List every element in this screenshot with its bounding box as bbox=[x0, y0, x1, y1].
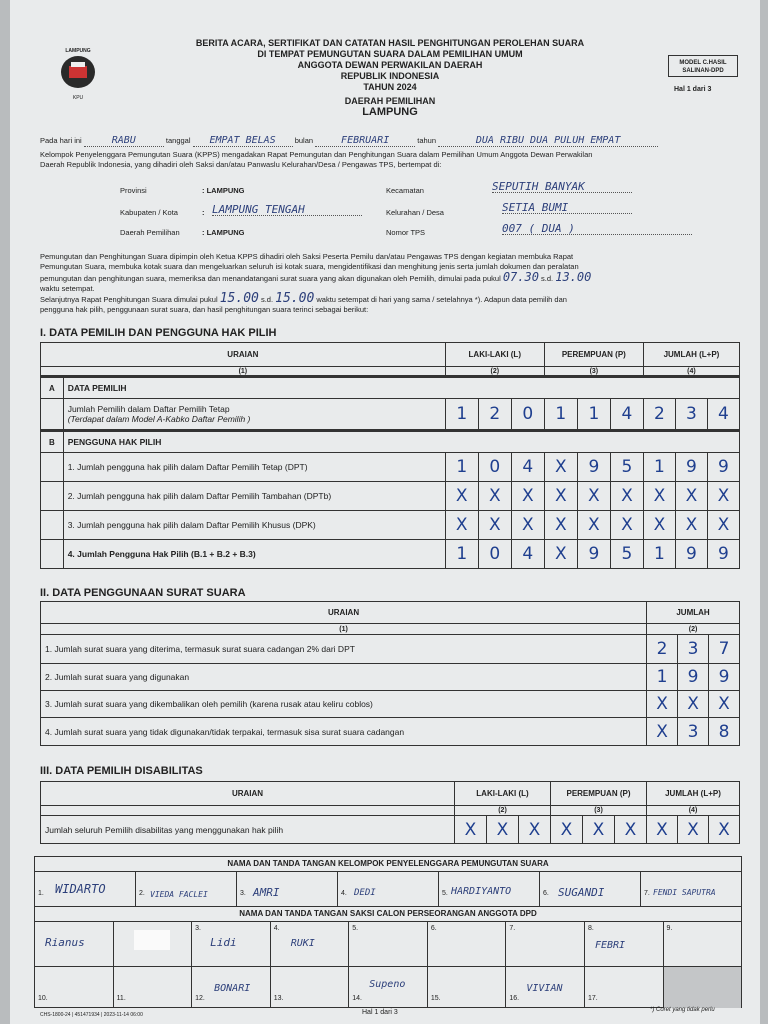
document-header bbox=[180, 38, 600, 118]
section-1-title: I. DATA PEMILIH DAN PENGGUNA HAK PILIH bbox=[40, 327, 277, 339]
saksi-name: BONARI bbox=[214, 983, 251, 994]
s1-b1-row bbox=[41, 453, 740, 482]
kabkota-prefix: : bbox=[202, 208, 205, 217]
s1-a1-cell: 0 bbox=[511, 399, 544, 431]
s1-a1-line2: (Terdapat dalam Model A-Kabko Daftar Pemilih ) bbox=[67, 414, 251, 424]
para-line-5 bbox=[40, 291, 752, 306]
s1-b2-label: 2. Jumlah pengguna hak pilih dalam Daftar Pemilih Tambahan (DPTb) bbox=[63, 482, 445, 511]
section-3-table bbox=[40, 781, 740, 844]
s2-row-1-label: 1. Jumlah surat suara yang diterima, termasuk surat suara cadangan 2% dari DPT bbox=[41, 635, 647, 664]
dapil-value: : LAMPUNG bbox=[202, 228, 245, 237]
daerah-value: LAMPUNG bbox=[362, 106, 418, 118]
s1-b1-cell: X bbox=[544, 453, 577, 482]
header-line-2: DI TEMPAT PEMUNGUTAN SUARA DALAM PEMILIHAN UMUM bbox=[257, 49, 523, 59]
header-line-4: REPUBLIK INDONESIA bbox=[340, 71, 440, 81]
s2-row-3-cell: X bbox=[678, 691, 709, 718]
footer-left: CHS-1800-24 | 451471934 | 2023-11-14 06:00 bbox=[40, 1012, 143, 1018]
s1-b3-cell: X bbox=[577, 511, 610, 540]
kpps-member-name: WIDARTO bbox=[55, 882, 106, 896]
s1-b3-cell: X bbox=[511, 511, 544, 540]
s1-b3-cell: X bbox=[478, 511, 511, 540]
kpu-logo bbox=[56, 48, 100, 100]
s3-row bbox=[41, 816, 740, 844]
s1-b2-cell: X bbox=[675, 482, 707, 511]
saksi-cell bbox=[506, 922, 585, 966]
logo-bottom-text: KPU bbox=[72, 95, 84, 101]
s3-cell: X bbox=[455, 816, 487, 844]
kpps-member bbox=[136, 872, 237, 906]
saksi-cell bbox=[428, 922, 507, 966]
s1-header-p: PEREMPUAN (P) bbox=[544, 343, 643, 367]
saksi-no: 6. bbox=[430, 925, 437, 932]
s1-b3-label: 3. Jumlah pengguna hak pilih dalam Daftar Pemilih Khusus (DPK) bbox=[63, 511, 445, 540]
saksi-cell bbox=[506, 967, 585, 1008]
kpps-member-no: 4. bbox=[341, 890, 347, 897]
kpps-row bbox=[35, 872, 741, 907]
saksi-title: NAMA DAN TANDA TANGAN SAKSI CALON PERSEORANGAN ANGGOTA DPD bbox=[35, 907, 741, 922]
s1-b3-cell: X bbox=[610, 511, 643, 540]
kpps-member bbox=[338, 872, 439, 906]
s2-header-uraian: URAIAN bbox=[41, 602, 647, 624]
saksi-row-2 bbox=[35, 967, 741, 1008]
s1-b1-cell: 5 bbox=[610, 453, 643, 482]
s1-b2-cell: X bbox=[707, 482, 739, 511]
s3-num-3: (3) bbox=[551, 806, 647, 816]
keldesa-label: Kelurahan / Desa bbox=[386, 208, 444, 217]
saksi-no: 7. bbox=[509, 925, 516, 932]
s1-b2-cell: X bbox=[577, 482, 610, 511]
saksi-cell bbox=[428, 967, 507, 1008]
s1-b4-cell: 1 bbox=[445, 540, 478, 569]
hari-value: RABU bbox=[84, 136, 164, 147]
kpps-member bbox=[641, 872, 741, 906]
s1-num-3: (3) bbox=[544, 367, 643, 377]
saksi-name: VIVIAN bbox=[526, 983, 563, 994]
s1-b3-row bbox=[41, 511, 740, 540]
s1-a1-row bbox=[41, 399, 740, 431]
s2-row-1 bbox=[41, 635, 740, 664]
logo-top-text: LAMPUNG bbox=[65, 48, 91, 54]
s2-num-2: (2) bbox=[647, 624, 740, 635]
s2-row-4-cell: 3 bbox=[678, 718, 709, 746]
s1-b1-cell: 4 bbox=[511, 453, 544, 482]
saksi-cell bbox=[35, 967, 114, 1008]
intro-text bbox=[40, 150, 752, 170]
s1-b3-cell: X bbox=[445, 511, 478, 540]
s1-b4-cell: 9 bbox=[577, 540, 610, 569]
model-badge bbox=[668, 55, 738, 77]
s3-header-uraian: URAIAN bbox=[41, 782, 455, 806]
hitung-mulai: 15.00 bbox=[219, 291, 259, 306]
tanggal-label: tanggal bbox=[165, 136, 191, 145]
kpps-member-name: SUGANDI bbox=[558, 886, 605, 899]
saksi-cell bbox=[271, 967, 350, 1008]
s1-b2-row bbox=[41, 482, 740, 511]
saksi-no: 13. bbox=[273, 995, 284, 1002]
kpps-member-no: 3. bbox=[240, 890, 246, 897]
s1-header-uraian: URAIAN bbox=[41, 343, 446, 367]
s1-b1-cell: 9 bbox=[675, 453, 707, 482]
saksi-no: 4. bbox=[273, 925, 280, 932]
signature-block bbox=[34, 856, 742, 1008]
kpps-member-no: 6. bbox=[543, 890, 549, 897]
kecamatan-value: SEPUTIH BANYAK bbox=[492, 182, 632, 193]
saksi-no: 15. bbox=[430, 995, 441, 1002]
tahun-label: tahun bbox=[417, 136, 437, 145]
footer-center: Hal 1 dari 3 bbox=[362, 1009, 398, 1016]
s1-a1-cell: 2 bbox=[478, 399, 511, 431]
saksi-name: Lidi bbox=[210, 936, 237, 949]
s1-a1-label bbox=[63, 399, 445, 431]
para-line-3-text: pemungutan dan penghitungan suara, memeriksa dan menandatangani surat suara yang akan digunakan oleh Pemilih, dimulai pada pukul bbox=[40, 274, 501, 283]
kpps-member-name: AMRI bbox=[253, 886, 280, 899]
s1-header-l: LAKI-LAKI (L) bbox=[445, 343, 544, 367]
kpps-member-no: 7. bbox=[644, 890, 650, 897]
s1-b3-cell: X bbox=[675, 511, 707, 540]
kpps-member-name: DEDI bbox=[354, 888, 376, 898]
saksi-name: Supeno bbox=[369, 979, 406, 990]
s1-b3-cell: X bbox=[544, 511, 577, 540]
tahun-value: DUA RIBU DUA PULUH EMPAT bbox=[438, 136, 658, 147]
s1-b4-cell: 9 bbox=[675, 540, 707, 569]
s2-row-4-cell: X bbox=[647, 718, 678, 746]
jam-mulai: 07.30 bbox=[502, 270, 539, 284]
provinsi-label: Provinsi bbox=[120, 186, 147, 195]
s2-row-4 bbox=[41, 718, 740, 746]
s1-a-letter: A bbox=[41, 377, 64, 399]
kpu-emblem-icon bbox=[56, 54, 100, 90]
kpps-member-no: 5. bbox=[442, 890, 448, 897]
saksi-no: 9. bbox=[666, 925, 673, 932]
sd-label-1: s.d. bbox=[541, 274, 554, 283]
s1-a1-line1: Jumlah Pemilih dalam Daftar Pemilih Tetap bbox=[67, 404, 230, 414]
s1-a1-cell: 3 bbox=[675, 399, 707, 431]
section-1-table bbox=[40, 342, 740, 569]
kpps-member-name: FENDI SAPUTRA bbox=[653, 888, 716, 897]
s1-b-letter: B bbox=[41, 431, 64, 453]
saksi-row-1 bbox=[35, 922, 741, 967]
s1-b1-cell: 9 bbox=[577, 453, 610, 482]
para-line-2: Pemungutan Suara, membuka kotak suara dan mengeluarkan seluruh isi kotak suara, mengidentifikasi dan menghitung jenis serta jumlah dokumen dan peralatan bbox=[40, 262, 579, 271]
para-line-4: waktu setempat. bbox=[40, 284, 95, 293]
s1-a1-cell: 4 bbox=[610, 399, 643, 431]
s3-header-p: PEREMPUAN (P) bbox=[551, 782, 647, 806]
s2-row-2-label: 2. Jumlah surat suara yang digunakan bbox=[41, 664, 647, 691]
s1-a1-cell: 1 bbox=[544, 399, 577, 431]
para-line-6: pengguna hak pilih, penggunaan surat suara, dan hasil penghitungan suara terinci sebagai berikut: bbox=[40, 305, 369, 314]
kpps-member-name: VIEDA FACLEI bbox=[150, 890, 208, 899]
saksi-no: 5. bbox=[352, 925, 359, 932]
s1-b4-cell: 4 bbox=[511, 540, 544, 569]
saksi-no: 3. bbox=[195, 925, 201, 932]
saksi-no: 17. bbox=[587, 995, 598, 1002]
s1-b2-cell: X bbox=[610, 482, 643, 511]
s1-b1-label: 1. Jumlah pengguna hak pilih dalam Daftar Pemilih Tetap (DPT) bbox=[63, 453, 445, 482]
section-2-title: II. DATA PENGGUNAAN SURAT SUARA bbox=[40, 587, 246, 599]
s1-b2-cell: X bbox=[445, 482, 478, 511]
s2-num-1: (1) bbox=[41, 624, 647, 635]
s1-b3-cell: X bbox=[643, 511, 675, 540]
s3-cell: X bbox=[709, 816, 740, 844]
kpps-member bbox=[35, 872, 136, 906]
s2-header-j: JUMLAH bbox=[647, 602, 740, 624]
saksi-no: 14. bbox=[352, 995, 362, 1002]
saksi-no: 11. bbox=[116, 995, 126, 1002]
location-block bbox=[120, 180, 740, 242]
s1-b2-cell: X bbox=[478, 482, 511, 511]
s1-num-4: (4) bbox=[643, 367, 739, 377]
s1-a1-cell: 4 bbox=[707, 399, 739, 431]
s2-row-3 bbox=[41, 691, 740, 718]
kabkota-label: Kabupaten / Kota bbox=[120, 208, 178, 217]
s1-b2-cell: X bbox=[544, 482, 577, 511]
saksi-cell bbox=[349, 967, 428, 1008]
header-line-1: BERITA ACARA, SERTIFIKAT DAN CATATAN HASIL PENGHITUNGAN PEROLEHAN SUARA bbox=[195, 38, 585, 48]
header-line-3: ANGGOTA DEWAN PERWAKILAN DAERAH bbox=[297, 60, 483, 70]
section-2-table bbox=[40, 601, 740, 746]
header-line-5: TAHUN 2024 bbox=[363, 82, 417, 92]
kpps-member bbox=[540, 872, 641, 906]
intro-line bbox=[40, 136, 750, 147]
s3-cell: X bbox=[583, 816, 615, 844]
kpps-member-no: 2. bbox=[139, 890, 145, 897]
sd-label-2: s.d. bbox=[260, 295, 274, 304]
provinsi-value: : LAMPUNG bbox=[202, 186, 245, 195]
s1-b-title: PENGGUNA HAK PILIH bbox=[63, 431, 739, 453]
kabkota-value: LAMPUNG TENGAH bbox=[212, 205, 362, 216]
saksi-no: 12. bbox=[195, 995, 205, 1002]
saksi-cell bbox=[192, 967, 271, 1008]
s2-row-2-cell: 9 bbox=[709, 664, 740, 691]
kpps-member bbox=[237, 872, 338, 906]
s2-row-4-cell: 8 bbox=[709, 718, 740, 746]
saksi-cell bbox=[585, 967, 664, 1008]
s1-a1-cell: 1 bbox=[445, 399, 478, 431]
s1-b4-cell: X bbox=[544, 540, 577, 569]
para-line-1: Pemungutan dan Penghitungan Suara dipimpin oleh Ketua KPPS dihadiri oleh Saksi Peserta Pemilu dan/atau Pengawas TPS dengan kegiatan membuka Rapat bbox=[40, 252, 574, 261]
saksi-name: RUKI bbox=[290, 938, 315, 949]
saksi-name: Rianus bbox=[45, 936, 85, 949]
s1-num-2: (2) bbox=[445, 367, 544, 377]
s3-row-label: Jumlah seluruh Pemilih disabilitas yang menggunakan hak pilih bbox=[41, 816, 455, 844]
s3-cell: X bbox=[519, 816, 551, 844]
s3-header-j: JUMLAH (L+P) bbox=[647, 782, 740, 806]
saksi-cell bbox=[271, 922, 350, 966]
redacted-area bbox=[134, 930, 170, 950]
intro-text-2: Daerah Republik Indonesia, yang dihadiri oleh Saksi dan/atau Panwaslu Kelurahan/Desa / Pengawas TPS, bertempat di: bbox=[40, 160, 442, 169]
tps-value: 007 ( DUA ) bbox=[502, 224, 692, 235]
saksi-cell bbox=[192, 922, 271, 966]
s2-row-2-cell: 9 bbox=[678, 664, 709, 691]
procedure-paragraph bbox=[40, 252, 752, 315]
s1-b2-cell: X bbox=[511, 482, 544, 511]
s1-b2-cell: X bbox=[643, 482, 675, 511]
s2-row-3-label: 3. Jumlah surat suara yang dikembalikan oleh pemilih (karena rusak atau keliru coblos) bbox=[41, 691, 647, 718]
s1-b4-cell: 5 bbox=[610, 540, 643, 569]
s2-row-4-label: 4. Jumlah surat suara yang tidak digunakan/tidak terpakai, termasuk sisa surat suara cadangan bbox=[41, 718, 647, 746]
s2-row-3-cell: X bbox=[647, 691, 678, 718]
model-line-2: SALINAN-DPD bbox=[682, 68, 724, 74]
s3-cell: X bbox=[615, 816, 647, 844]
s1-header-j: JUMLAH (L+P) bbox=[643, 343, 739, 367]
para-line-5b: waktu setempat di hari yang sama / setelahnya *). Adapun data pemilih dan bbox=[316, 295, 567, 304]
s1-b4-cell: 9 bbox=[707, 540, 739, 569]
s1-b1-cell: 0 bbox=[478, 453, 511, 482]
s2-row-1-cell: 2 bbox=[647, 635, 678, 664]
bulan-value: FEBRUARI bbox=[315, 136, 415, 147]
s1-b4-cell: 1 bbox=[643, 540, 675, 569]
daerah-label: DAERAH PEMILIHAN bbox=[344, 96, 436, 106]
pada-hari-label: Pada hari ini bbox=[40, 136, 82, 145]
section-3-title: III. DATA PEMILIH DISABILITAS bbox=[40, 765, 203, 777]
document-page bbox=[10, 0, 760, 1024]
bulan-label: bulan bbox=[294, 136, 314, 145]
tps-label: Nomor TPS bbox=[386, 228, 426, 237]
s3-cell: X bbox=[551, 816, 583, 844]
s3-cell: X bbox=[678, 816, 709, 844]
s1-b4-row bbox=[41, 540, 740, 569]
saksi-no: 16. bbox=[509, 995, 520, 1002]
s3-num-2: (2) bbox=[455, 806, 551, 816]
s3-header-l: LAKI-LAKI (L) bbox=[455, 782, 551, 806]
s3-cell: X bbox=[487, 816, 519, 844]
footer-right: *) Coret yang tidak perlu bbox=[650, 1007, 715, 1013]
keldesa-value: SETIA BUMI bbox=[502, 203, 632, 214]
s2-row-3-cell: X bbox=[709, 691, 740, 718]
saksi-no: 8. bbox=[587, 925, 594, 932]
kpps-title: NAMA DAN TANDA TANGAN KELOMPOK PENYELENGGARA PEMUNGUTAN SUARA bbox=[35, 857, 741, 872]
saksi-cell bbox=[35, 922, 114, 966]
shaded-cell bbox=[664, 967, 742, 1008]
kpps-member bbox=[439, 872, 540, 906]
kecamatan-label: Kecamatan bbox=[386, 186, 424, 195]
s2-row-1-cell: 3 bbox=[678, 635, 709, 664]
saksi-name: FEBRI bbox=[594, 940, 626, 951]
s1-b1-cell: 1 bbox=[643, 453, 675, 482]
kpps-member-no: 1. bbox=[38, 890, 44, 897]
saksi-cell bbox=[349, 922, 428, 966]
s1-a1-cell: 2 bbox=[643, 399, 675, 431]
s1-num-1: (1) bbox=[41, 367, 446, 377]
hitung-selesai: 15.00 bbox=[275, 291, 315, 306]
dapil-label: Daerah Pemilihan bbox=[120, 228, 180, 237]
s1-b1-cell: 1 bbox=[445, 453, 478, 482]
jam-selesai: 13.00 bbox=[555, 270, 592, 284]
saksi-cell bbox=[114, 922, 193, 966]
s1-b4-label: 4. Jumlah Pengguna Hak Pilih (B.1 + B.2 + B.3) bbox=[63, 540, 445, 569]
saksi-cell bbox=[114, 967, 193, 1008]
para-line-5-text: Selanjutnya Rapat Penghitungan Suara dimulai pukul bbox=[40, 295, 218, 304]
kpps-member-name: HARDIYANTO bbox=[451, 886, 512, 897]
s1-b1-cell: 9 bbox=[707, 453, 739, 482]
tanggal-value: EMPAT BELAS bbox=[193, 136, 293, 147]
saksi-cell bbox=[585, 922, 664, 966]
s2-row-2-cell: 1 bbox=[647, 664, 678, 691]
para-line-3 bbox=[40, 272, 752, 284]
s2-row-1-cell: 7 bbox=[709, 635, 740, 664]
saksi-no: 10. bbox=[38, 995, 48, 1002]
s1-a-title: DATA PEMILIH bbox=[63, 377, 739, 399]
s1-b4-cell: 0 bbox=[478, 540, 511, 569]
model-line-1: MODEL C.HASIL bbox=[679, 60, 727, 66]
s1-a1-cell: 1 bbox=[577, 399, 610, 431]
s3-cell: X bbox=[647, 816, 678, 844]
intro-text-1: Kelompok Penyelenggara Pemungutan Suara (KPPS) mengadakan Rapat Pemungutan dan Penghitungan Suara dalam Pemilihan Umum Anggota Dewan Perwakilan bbox=[40, 150, 593, 159]
s2-row-2 bbox=[41, 664, 740, 691]
saksi-cell bbox=[664, 922, 742, 966]
s1-b3-cell: X bbox=[707, 511, 739, 540]
page-indicator: Hal 1 dari 3 bbox=[674, 86, 712, 93]
s3-num-4: (4) bbox=[647, 806, 740, 816]
